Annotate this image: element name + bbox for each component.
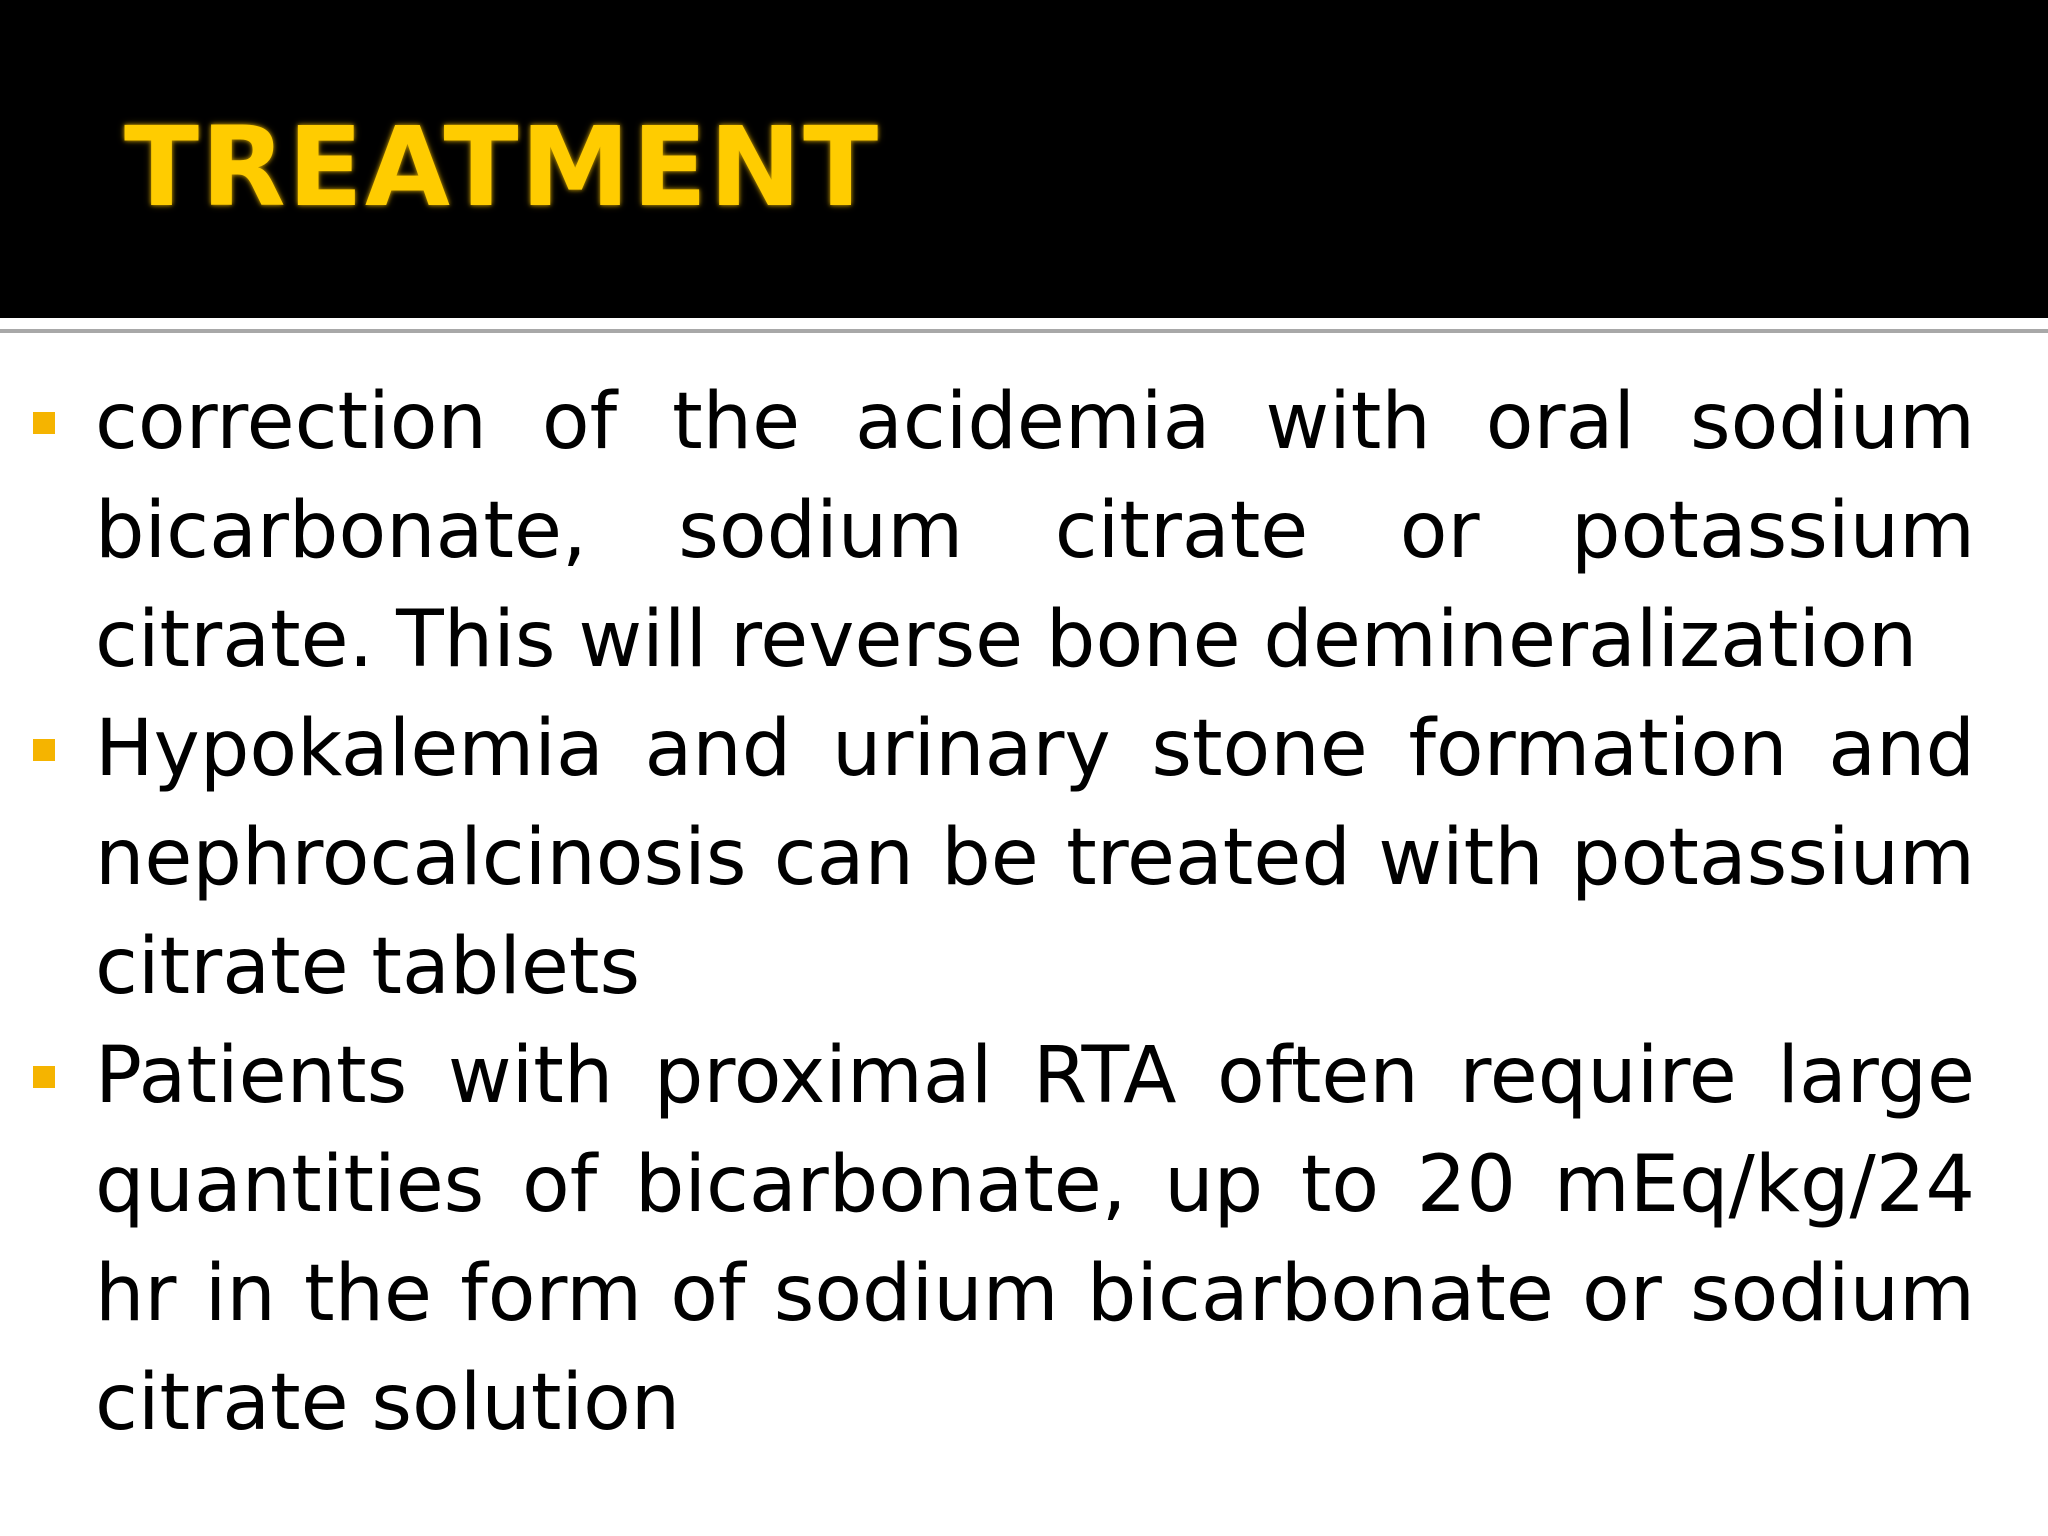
bullet-list [95,368,1975,1458]
bullet-text: Hypokalemia and urinary stone formation and nephrocalcinosis can be treated with potassium citrate tablets [95,704,1975,1012]
bullet-text: Patients with proximal RTA often require large quantities of bicarbonate, up to 20 mEq/kg/24 hr in the form of sodium bicarbonate or sodium citrate solution [95,1031,1975,1448]
square-bullet-icon [33,1066,55,1088]
divider-gray [0,329,2048,333]
square-bullet-icon [33,412,55,434]
slide-title: TREATMENT [124,103,881,231]
bullet-item [95,368,1975,695]
title-bar [0,0,2048,318]
square-bullet-icon [33,739,55,761]
bullet-item [95,1022,1975,1458]
divider-white [0,318,2048,322]
bullet-text: correction of the acidemia with oral sodium bicarbonate, sodium citrate or potassium citrate. This will reverse bone demineralization [95,377,1975,685]
bullet-item [95,695,1975,1022]
